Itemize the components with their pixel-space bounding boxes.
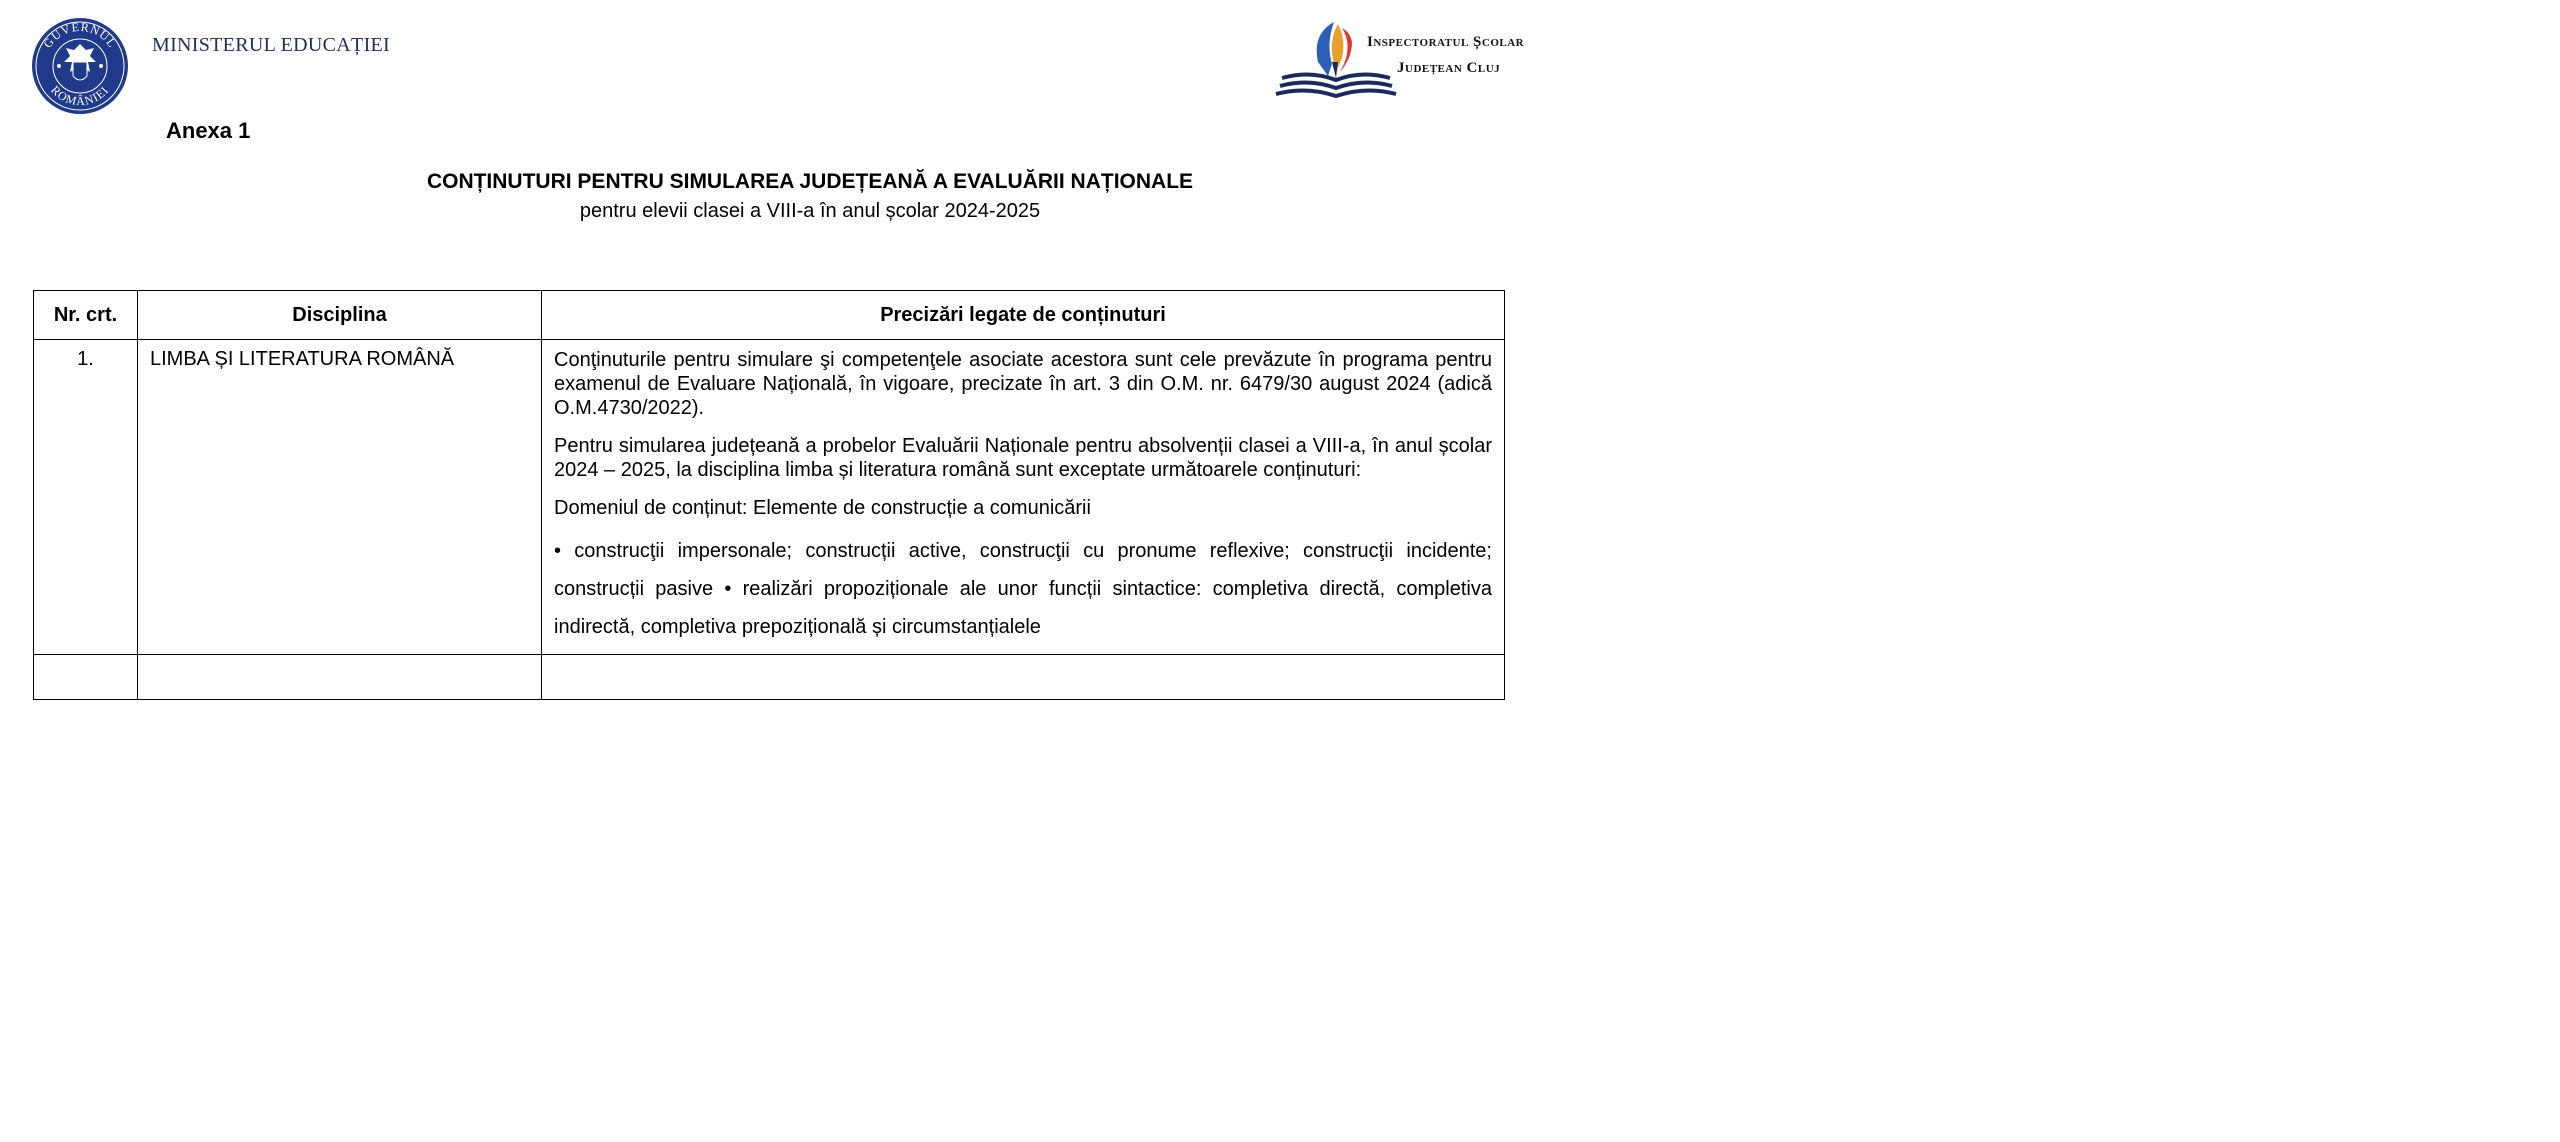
row-details-empty: [542, 655, 1505, 700]
column-header-discipline: Disciplina: [138, 291, 542, 340]
row-discipline-empty: [138, 655, 542, 700]
isj-cluj-logo-icon: [1272, 14, 1524, 100]
seal-text-top: GUVERNUL: [40, 19, 120, 51]
row-number-empty: [34, 655, 138, 700]
excepted-contents-list: • construcţii impersonale; construcții active, construcţii cu pronume reflexive; construcţii incidente; construcții pasive • realizări propoziționale ale unor funcții sintactice: completiva directă, completiva indirectă, completiva prepozițională și circumstanțialele: [554, 540, 1492, 638]
details-paragraph: Pentru simularea județeană a probelor Evaluării Naționale pentru absolvenții clasei a VIII-a, în anul școlar 2024 – 2025, la disciplina limba și literatura română sunt exceptate următoarele conținuturi:: [554, 435, 1492, 481]
annex-label: Anexa 1: [166, 118, 251, 143]
content-table: [33, 290, 1505, 700]
row-details: [542, 340, 1505, 655]
isj-name-line2: Județean Cluj: [1397, 60, 1501, 76]
column-header-nr: Nr. crt.: [34, 291, 138, 340]
content-domain: Domeniul de conținut: Elemente de construcție a comunicării: [554, 497, 1091, 519]
table-header-row: [34, 291, 1505, 340]
details-paragraph: Conţinuturile pentru simulare şi competenţele asociate acestora sunt cele prevăzute în programa pentru examenul de Evaluare Națională, în vigoare, precizate în art. 3 din O.M. nr. 6479/30 august 2024 (adică O.M.4730/2022).: [554, 349, 1492, 419]
document-title: CONȚINUTURI PENTRU SIMULAREA JUDEȚEANĂ A EVALUĂRII NAȚIONALE: [426, 170, 1194, 193]
row-discipline: LIMBA ȘI LITERATURA ROMÂNĂ: [138, 340, 542, 655]
seal-text-bottom: ROMÂNIEI: [48, 82, 112, 109]
document-subtitle: pentru elevii clasei a VIII-a în anul școlar 2024-2025: [579, 200, 1041, 222]
ministry-name: MINISTERUL EDUCAȚIEI: [152, 34, 391, 56]
row-number: 1.: [34, 340, 138, 655]
table-row-continued: [34, 655, 1505, 700]
isj-name-line1: Inspectoratul Școlar: [1367, 34, 1525, 50]
column-header-details: Precizări legate de conținuturi: [542, 291, 1505, 340]
government-seal-icon: [30, 16, 130, 116]
table-row: [34, 340, 1505, 655]
